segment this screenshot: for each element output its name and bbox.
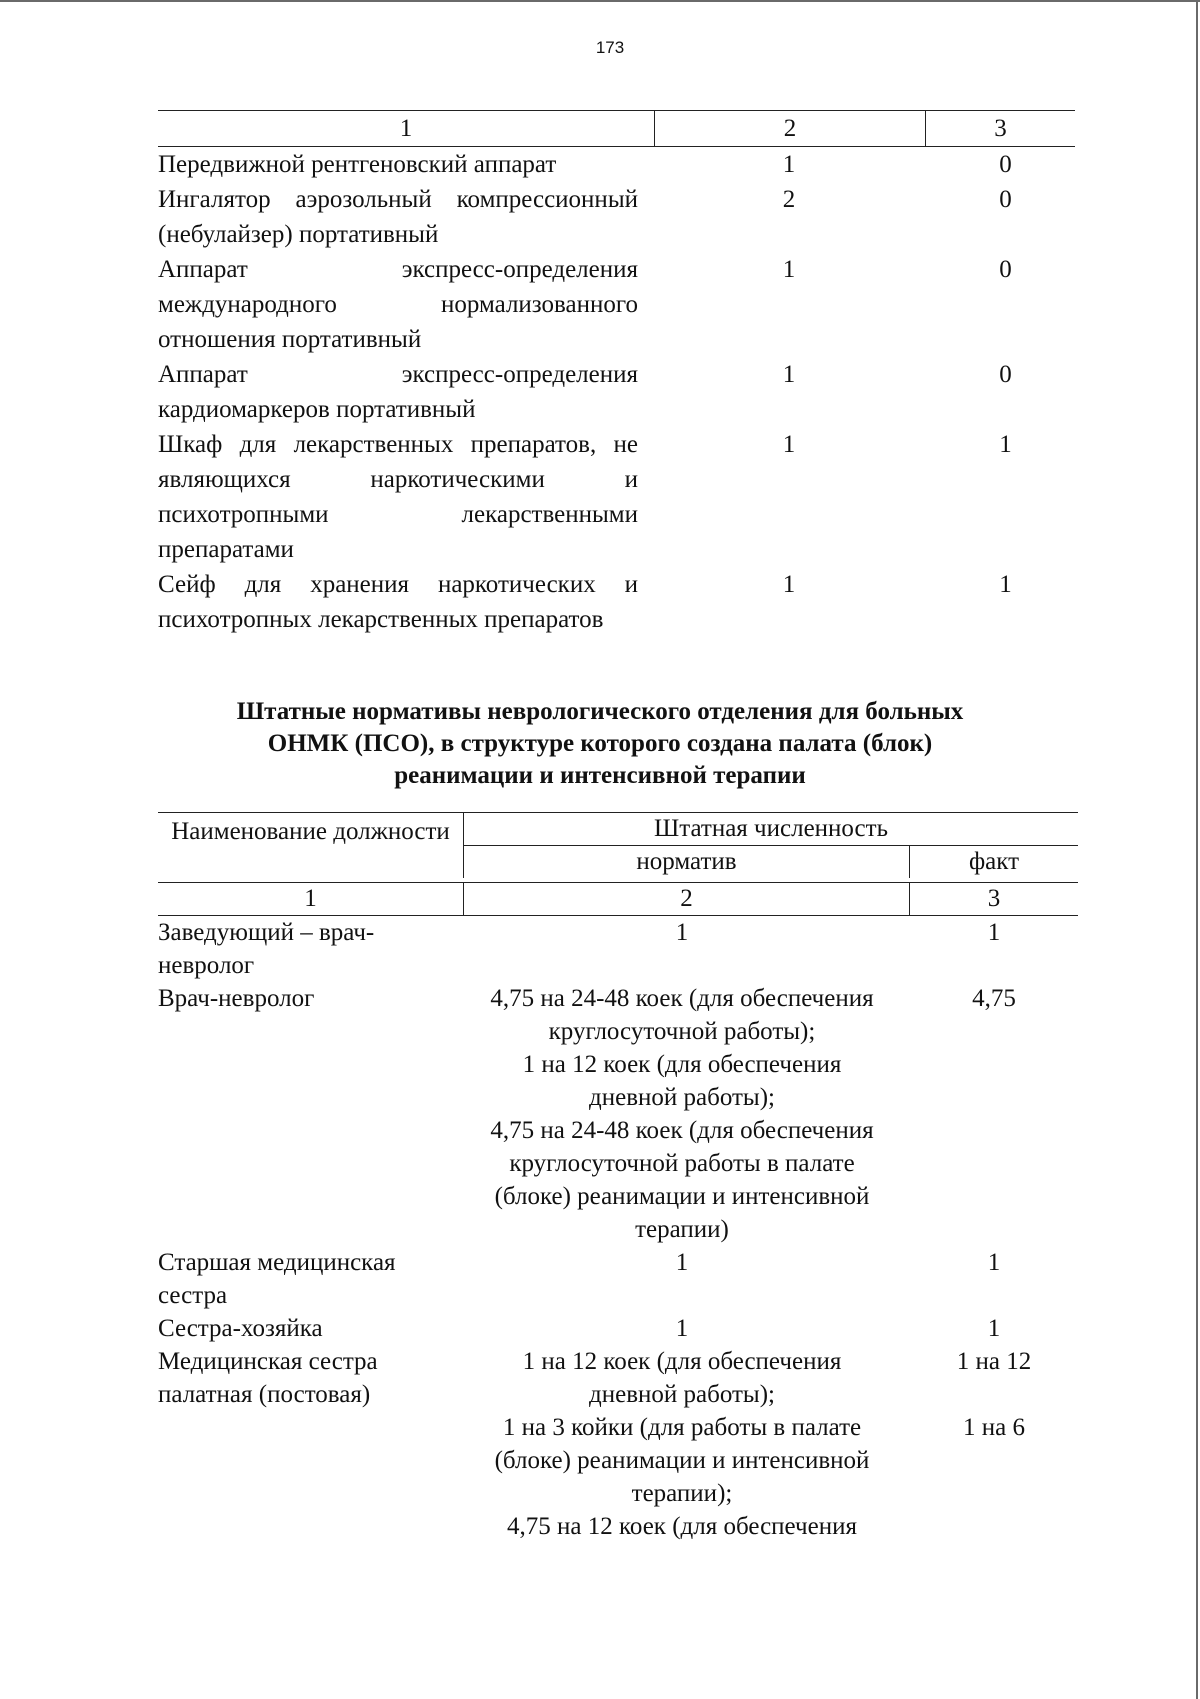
equipment-col3: 1: [999, 571, 1012, 598]
position-name: Врач-невролог: [158, 985, 315, 1012]
table-row: [158, 916, 1078, 982]
equipment-name: Аппарат экспресс-определения международного нормализованного отношения портативный: [158, 256, 638, 353]
equipment-col2: 1: [782, 151, 796, 178]
position-name: Старшая медицинская сестра: [158, 1249, 396, 1309]
page-number: 173: [595, 38, 625, 57]
table-row: [158, 1345, 1078, 1411]
norm-line: 4,75 на 12 коек (для обеспечения: [507, 1513, 857, 1540]
column-number-2: 2: [464, 883, 910, 915]
table-row: [158, 567, 1075, 637]
header-col-1: 1: [158, 111, 655, 146]
staff-table-column-numbers: [158, 882, 1078, 916]
norm-value: [464, 1411, 910, 1543]
fact-value: 1 на 12: [956, 1348, 1032, 1375]
heading-line-2: ОНМК (ПСО), в структуре которого создана палата (блок): [267, 730, 933, 757]
equipment-col2: 1: [782, 361, 796, 388]
table-row: [158, 252, 1075, 357]
scan-border-top: [0, 0, 1200, 2]
header-norm: норматив: [464, 846, 910, 878]
column-number-1: 1: [158, 883, 464, 915]
header-staff-count: Штатная численность: [464, 813, 1078, 846]
header-position-name: Наименование должности: [158, 813, 464, 878]
equipment-name: Аппарат экспресс-определения кардиомаркеров портативный: [158, 361, 638, 423]
fact-value: 4,75: [972, 985, 1016, 1012]
fact-value: 1: [987, 919, 1001, 946]
fact-value: 1: [987, 1249, 1001, 1276]
equipment-col2: 1: [782, 431, 796, 458]
column-number-3: 3: [987, 885, 1001, 912]
norm-line: 1: [675, 1249, 689, 1276]
norm-line: 1 на 12 коек (для обеспечения дневной работы);: [522, 1348, 842, 1408]
fact-value: 1 на 6: [963, 1414, 1025, 1441]
fact-value: 1: [987, 1315, 1001, 1342]
section-heading: [160, 696, 1040, 792]
position-name: Медицинская сестра палатная (постовая): [158, 1348, 378, 1408]
header-col-3: 3: [994, 115, 1007, 142]
position-name: Сестра-хозяйка: [158, 1315, 323, 1342]
staff-table-header: [158, 812, 1078, 878]
equipment-col3: 0: [999, 151, 1012, 178]
table-row: [158, 1312, 1078, 1345]
equipment-col3: 0: [999, 186, 1012, 213]
equipment-table: [158, 110, 1075, 637]
equipment-col2: 1: [782, 571, 796, 598]
table-row: [158, 357, 1075, 427]
position-name: [158, 1411, 464, 1543]
heading-line-1: Штатные нормативы неврологического отделения для больных: [236, 698, 964, 725]
norm-line: 1: [675, 919, 689, 946]
heading-line-3: реанимации и интенсивной терапии: [394, 762, 806, 789]
equipment-name: Ингалятор аэрозольный компрессионный (небулайзер) портативный: [158, 186, 638, 248]
equipment-col3: 0: [999, 361, 1012, 388]
position-name: Заведующий – врач-невролог: [158, 919, 375, 979]
norm-value: [464, 1345, 910, 1411]
equipment-table-header: [158, 110, 1075, 147]
equipment-col3: 1: [999, 431, 1012, 458]
equipment-col3: 0: [999, 256, 1012, 283]
table-row: [158, 182, 1075, 252]
table-row: [158, 1411, 1078, 1543]
equipment-name: Сейф для хранения наркотических и психотропных лекарственных препаратов: [158, 571, 638, 633]
norm-value: [464, 916, 910, 982]
norm-line: 1 на 3 койки (для работы в палате (блоке) реанимации и интенсивной терапии);: [494, 1414, 870, 1507]
staff-table: [158, 812, 1078, 1543]
norm-line: 4,75 на 24-48 коек (для обеспечения круглосуточной работы);: [490, 985, 874, 1045]
norm-line: 4,75 на 24-48 коек (для обеспечения круглосуточной работы в палате (блоке) реанимации и интенсивной терапии): [490, 1117, 874, 1243]
norm-line: 1 на 12 коек (для обеспечения дневной работы);: [522, 1051, 842, 1111]
norm-line: 1: [675, 1315, 689, 1342]
header-col-2: 2: [655, 111, 926, 146]
equipment-name: Передвижной рентгеновский аппарат: [158, 151, 557, 178]
table-row: [158, 147, 1075, 182]
scan-border-right: [1196, 0, 1198, 1699]
table-row: [158, 982, 1078, 1246]
norm-value: [464, 1312, 910, 1345]
equipment-col2: 1: [782, 256, 796, 283]
norm-value: [464, 1246, 910, 1312]
header-fact: факт: [968, 848, 1020, 875]
norm-value: [464, 982, 910, 1246]
equipment-name: Шкаф для лекарственных препаратов, не являющихся наркотическими и психотропными лекарственными препаратами: [158, 431, 638, 563]
table-row: [158, 427, 1075, 567]
table-row: [158, 1246, 1078, 1312]
equipment-col2: 2: [782, 186, 796, 213]
